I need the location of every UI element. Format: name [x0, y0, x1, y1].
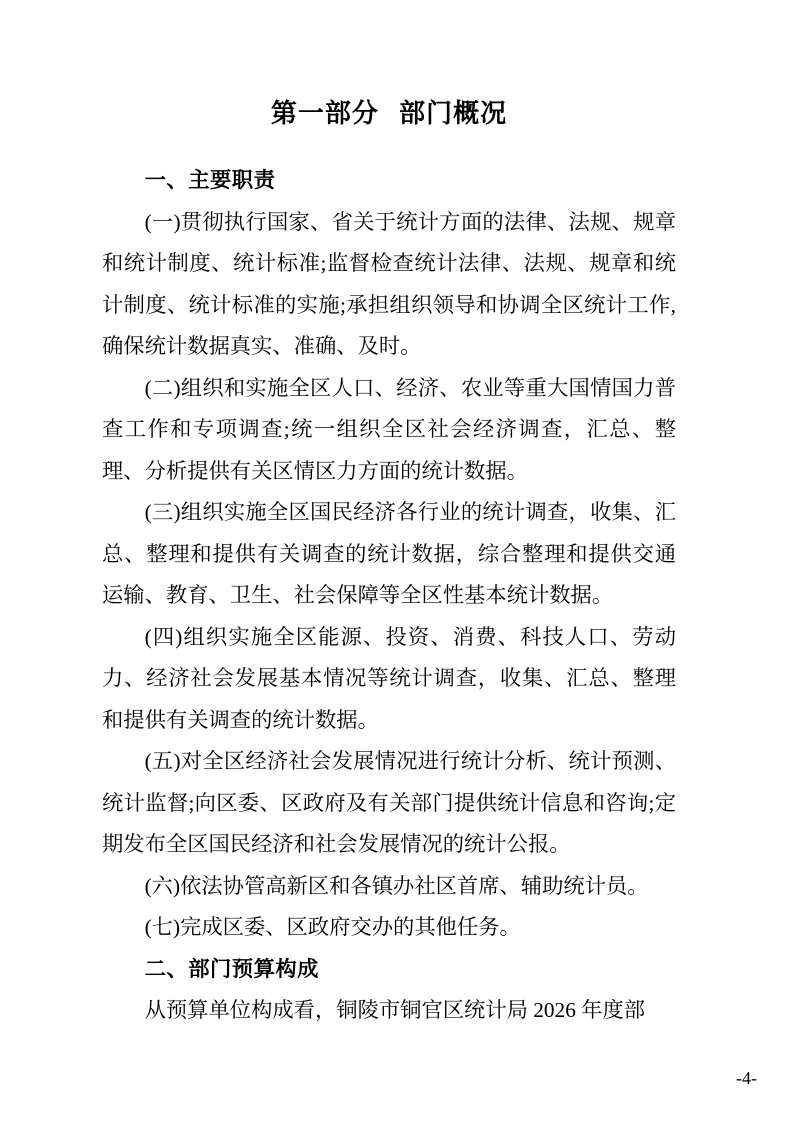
paragraph: (七)完成区委、区政府交办的其他任务。 — [144, 915, 521, 939]
paragraph: (二)组织和实施全区人口、经济、农业等重大国情国力普查工作和专项调查;统一组织全区社会经济调查，汇总、整理、分析提供有关区情区力方面的统计数据。 — [102, 375, 676, 483]
paragraph: (一)贯彻执行国家、省关于统计方面的法律、法规、规章和统计制度、统计标准;监督检查统计法律、法规、规章和统计制度、统计标准的实施;承担组织领导和协调全区统计工作,确保统计数据真实、准确、及时。 — [102, 209, 676, 358]
section-heading: 一、主要职责 — [144, 168, 276, 192]
document-body — [102, 160, 676, 1032]
paragraph: (六)依法协管高新区和各镇办社区首席、辅助统计员。 — [144, 873, 649, 898]
paragraph: (五)对全区经济社会发展情况进行统计分析、统计预测、统计监督;向区委、区政府及有关部门提供统计信息和咨询;定期发布全区国民经济和社会发展情况的统计公报。 — [102, 749, 676, 856]
section-main-duties — [102, 160, 676, 949]
section-budget-composition — [102, 949, 676, 1032]
page-number: -4- — [736, 1068, 757, 1088]
page-title: 第一部分 部门概况 — [270, 98, 508, 128]
paragraph: 从预算单位构成看，铜陵市铜官区统计局 2026 年度部 — [144, 998, 646, 1022]
paragraph: (四)组织实施全区能源、投资、消费、科技人口、劳动力、经济社会发展基本情况等统计调查，收集、汇总、整理和提供有关调查的统计数据。 — [102, 624, 676, 732]
paragraph: (三)组织实施全区国民经济各行业的统计调查，收集、汇总、整理和提供有关调查的统计数据，综合整理和提供交通运输、教育、卫生、社会保障等全区性基本统计数据。 — [102, 500, 676, 607]
section-heading: 二、部门预算构成 — [144, 956, 319, 981]
